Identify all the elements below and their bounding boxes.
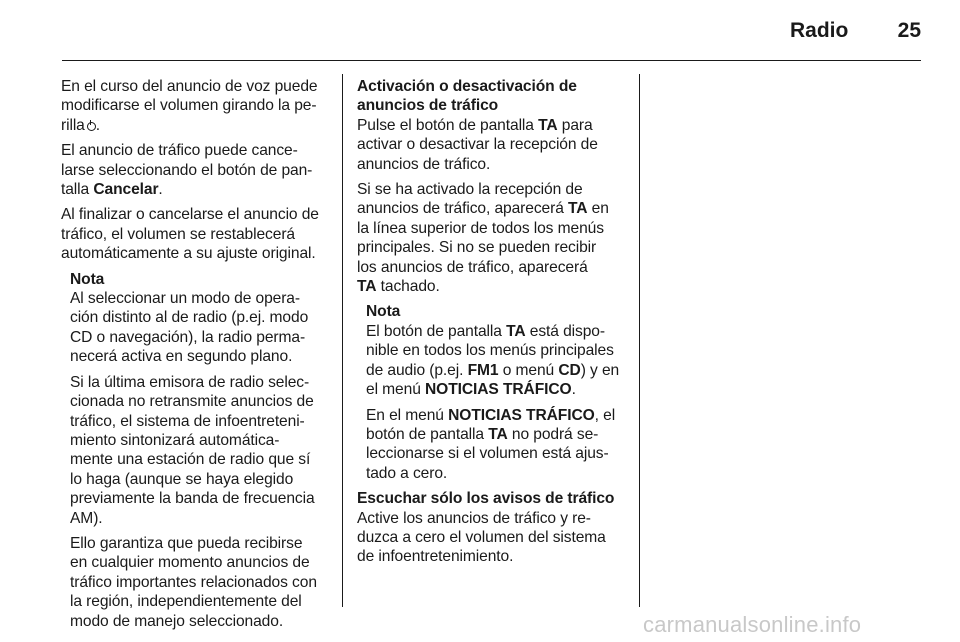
section-traffic-only: Escuchar sólo los avisos de tráfico Active los anuncios de tráfico y re- duzca a cero el volumen del sistema de infoentretenimiento. xyxy=(357,489,627,567)
section-heading-traffic-toggle: Activación o desactivación de xyxy=(357,78,577,95)
note-title: Nota xyxy=(70,270,105,288)
left-column xyxy=(61,77,329,637)
page-header xyxy=(0,0,960,60)
section-traffic-toggle: Activación o desactivación de anuncios de tráfico Pulse el botón de pantalla TA para activar o desactivar la recepción de anuncios de tráfico. xyxy=(357,77,627,174)
paragraph-cancel: El anuncio de tráfico puede cance- larse seleccionando el botón de pan- talla Cancelar. xyxy=(61,142,313,199)
section-title: Radio xyxy=(790,19,849,42)
page-number: 25 xyxy=(897,19,921,42)
watermark: carmanualsonline.info xyxy=(643,612,862,637)
note-title: Nota xyxy=(366,303,401,321)
ta-button-label: TA xyxy=(538,116,558,134)
note-block: Nota El botón de pantalla TA está dispo- nible en todos los menús principales de audio (p.ej. FM1 o menú CD) y en el menú NOTICIAS TRÁFICO. En el menú NOTICIAS TRÁFICO, el botón de pantalla TA no podrá se- leccionarse si el volumen está ajus- tado a cero. xyxy=(366,302,627,483)
paragraph-restore-volume: Al finalizar o cancelarse el anuncio de tráfico, el volumen se restablecerá automáticamente a su ajuste original. xyxy=(61,206,319,263)
volume-knob-icon xyxy=(87,122,96,131)
column-divider-right xyxy=(639,74,640,607)
paragraph-ta-indicator: Si se ha activado la recepción de anuncios de tráfico, aparecerá TA en la línea superior de todos los menús principales. Si no se pueden recibir los anuncios de tráfico, aparecerá TA tachado. xyxy=(357,181,609,296)
cancel-button-label: Cancelar xyxy=(93,181,159,199)
paragraph-volume-adjust: En el curso del anuncio de voz puede modificarse el volumen girando la pe- rilla . xyxy=(61,78,318,134)
header-rule xyxy=(62,60,921,61)
note-block: Nota Al seleccionar un modo de opera- ción distinto al de radio (p.ej. modo CD o navegación), la radio perma- necerá activa en segundo plano. Si la última emisora de radio selec- cionada no retransmite anuncios de tráfico, el sistema de infoentreteni- miento sintonizará automática- mente una estación de radio que sí lo haga (aunque se haya elegido previamente la banda de frecuencia AM). Ello garantiza que pueda recibirse en cualquier momento anuncios de tráfico importantes relacionados con la región, independientemente del modo de manejo seleccionado. xyxy=(70,270,329,631)
section-heading-traffic-only: Escuchar sólo los avisos de tráfico xyxy=(357,490,615,508)
middle-column xyxy=(357,77,627,573)
column-divider-left xyxy=(342,74,343,607)
